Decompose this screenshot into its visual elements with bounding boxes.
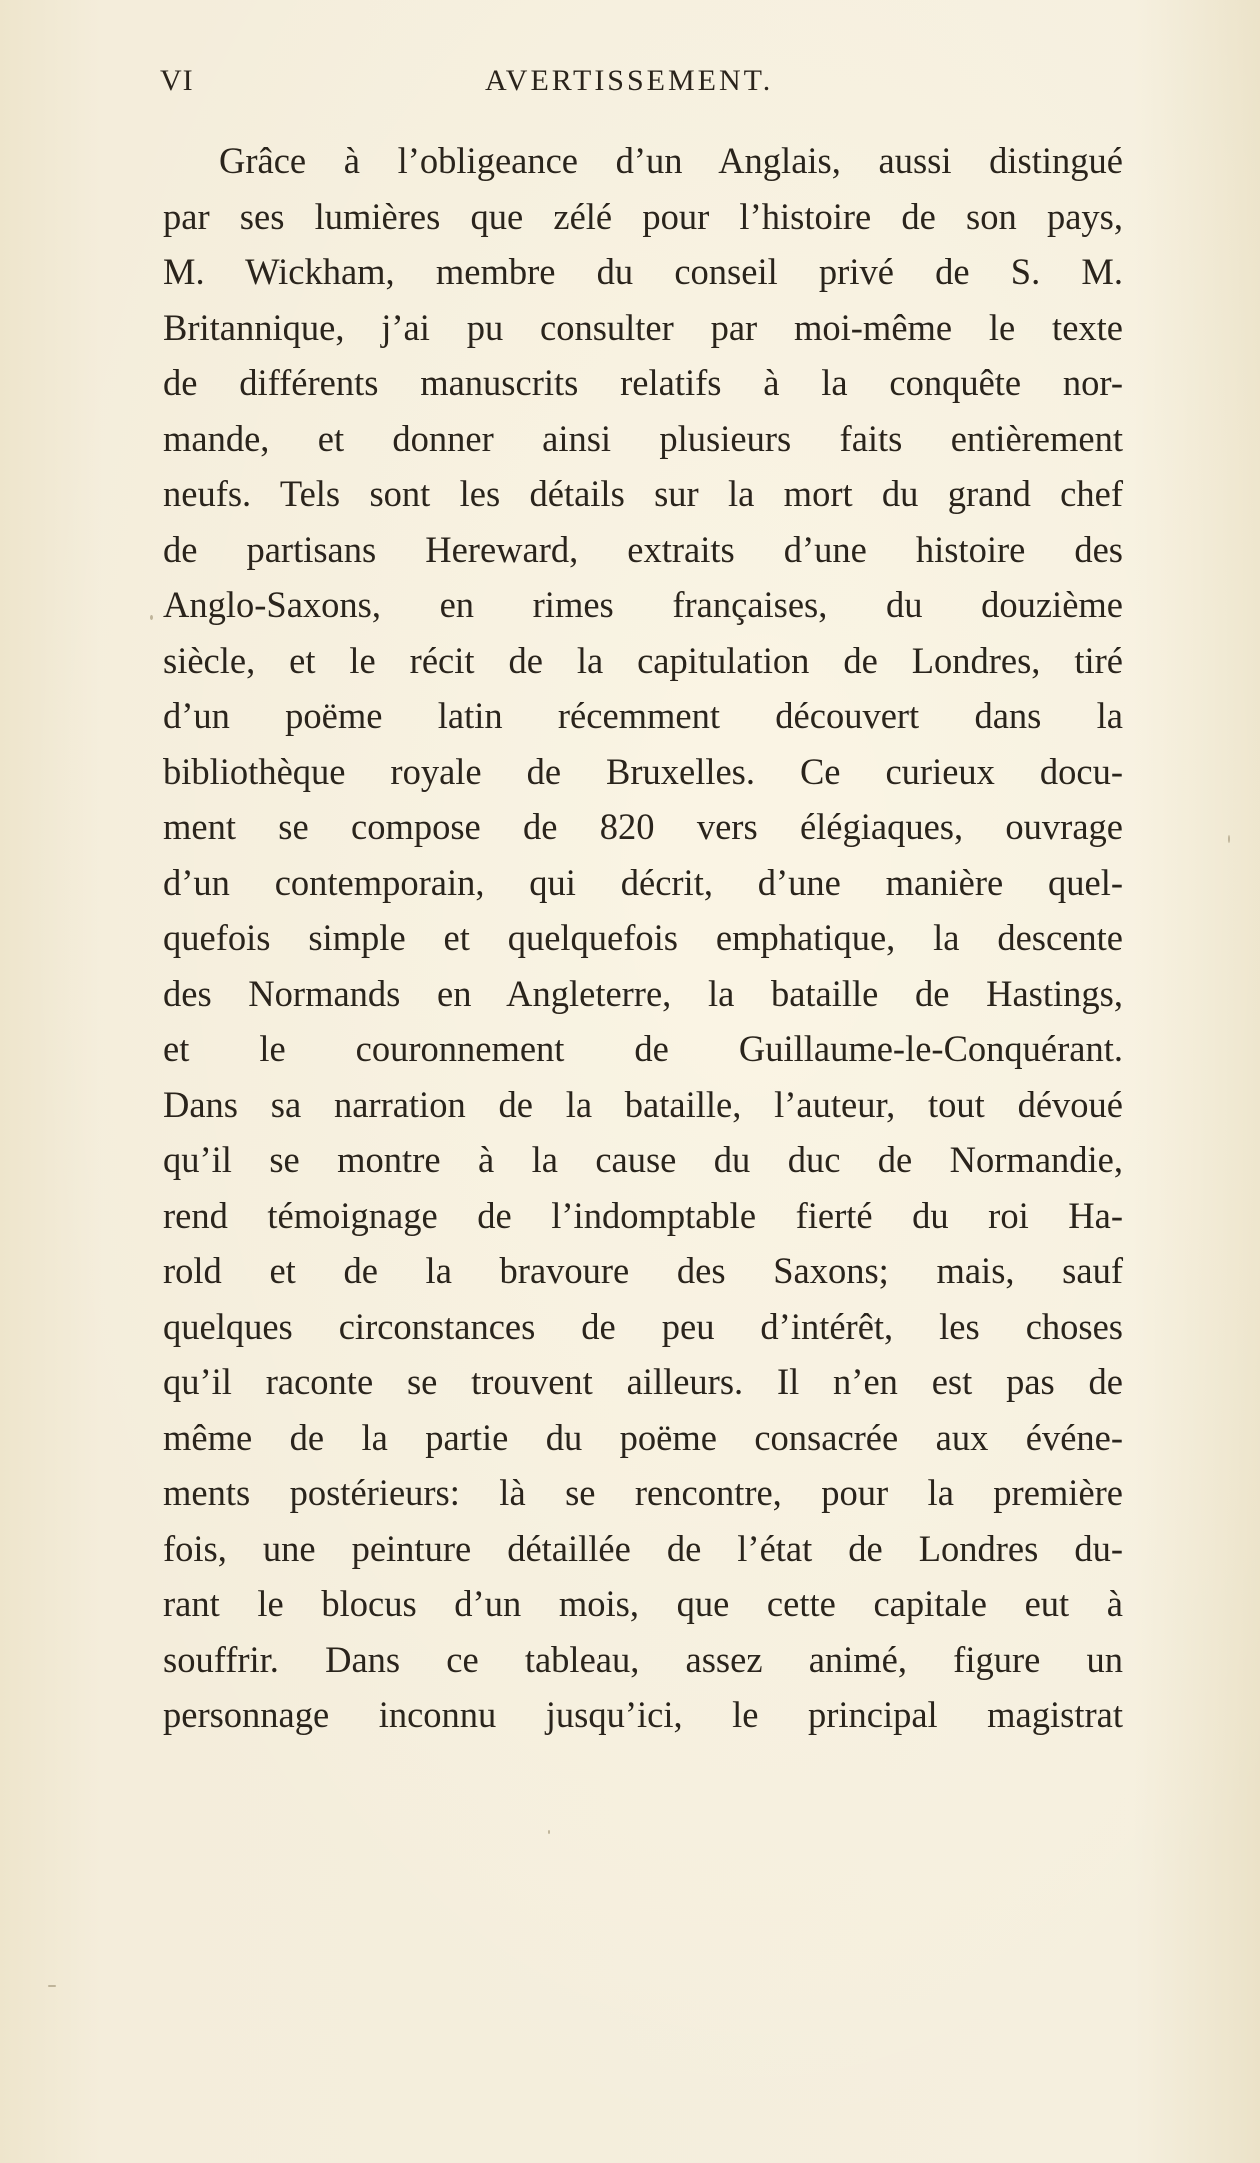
text-line: neufs. Tels sont les détails sur la mort du grand chef — [163, 473, 1123, 514]
text-line: Grâce à l’obligeance d’un Anglais, aussi distingué — [219, 140, 1123, 181]
text-line: Anglo-Saxons, en rimes françaises, du douzième — [163, 584, 1123, 625]
text-line: d’un contemporain, qui décrit, d’une manière quel- — [163, 861, 1123, 903]
running-head — [160, 64, 1130, 104]
text-line: d’un poëme latin récemment découvert dans la — [163, 695, 1123, 736]
paper-speck — [48, 1985, 56, 1987]
text-line: de partisans Hereward, extraits d’une histoire des — [163, 528, 1123, 570]
text-line: Britannique, j’ai pu consulter par moi-même le texte — [163, 306, 1123, 348]
text-line: par ses lumières que zélé pour l’histoire de son pays, — [163, 195, 1123, 237]
text-line: même de la partie du poëme consacrée aux événe- — [163, 1416, 1123, 1458]
text-line: rold et de la bravoure des Saxons; mais, sauf — [163, 1250, 1123, 1291]
text-line: Dans sa narration de la bataille, l’auteur, tout dévoué — [163, 1083, 1123, 1125]
text-line: siècle, et le récit de la capitulation de Londres, tiré — [163, 639, 1123, 681]
text-line: et le couronnement de Guillaume-le-Conquérant. — [163, 1028, 1123, 1069]
paper-speck — [150, 615, 153, 620]
text-line: bibliothèque royale de Bruxelles. Ce curieux docu- — [163, 750, 1123, 792]
text-line: M. Wickham, membre du conseil privé de S. M. — [163, 251, 1123, 292]
text-line: des Normands en Angleterre, la bataille de Hastings, — [163, 972, 1123, 1014]
text-line: ments postérieurs: là se rencontre, pour la première — [163, 1472, 1123, 1513]
text-line: souffrir. Dans ce tableau, assez animé, figure un — [163, 1638, 1123, 1680]
text-line: quefois simple et quelquefois emphatique, la descente — [163, 917, 1123, 958]
text-line: rend témoignage de l’indomptable fierté du roi Ha- — [163, 1194, 1123, 1236]
text-line: quelques circonstances de peu d’intérêt, les choses — [163, 1305, 1123, 1347]
body-paragraph — [163, 133, 1123, 1743]
text-line: mande, et donner ainsi plusieurs faits entièrement — [163, 417, 1123, 459]
text-line: de différents manuscrits relatifs à la conquête nor- — [163, 362, 1123, 403]
text-line: qu’il se montre à la cause du duc de Normandie, — [163, 1139, 1123, 1180]
paper-speck — [548, 1830, 550, 1834]
running-title: AVERTISSEMENT. — [485, 64, 774, 97]
text-line: ment se compose de 820 vers élégiaques, ouvrage — [163, 806, 1123, 847]
text-line: qu’il raconte se trouvent ailleurs. Il n’en est pas de — [163, 1361, 1123, 1402]
text-line: rant le blocus d’un mois, que cette capitale eut à — [163, 1583, 1123, 1624]
paper-speck — [1228, 835, 1230, 843]
text-line: fois, une peinture détaillée de l’état de Londres du- — [163, 1527, 1123, 1569]
page-number: VI — [160, 64, 194, 97]
text-line: personnage inconnu jusqu’ici, le principal magistrat — [163, 1694, 1123, 1735]
